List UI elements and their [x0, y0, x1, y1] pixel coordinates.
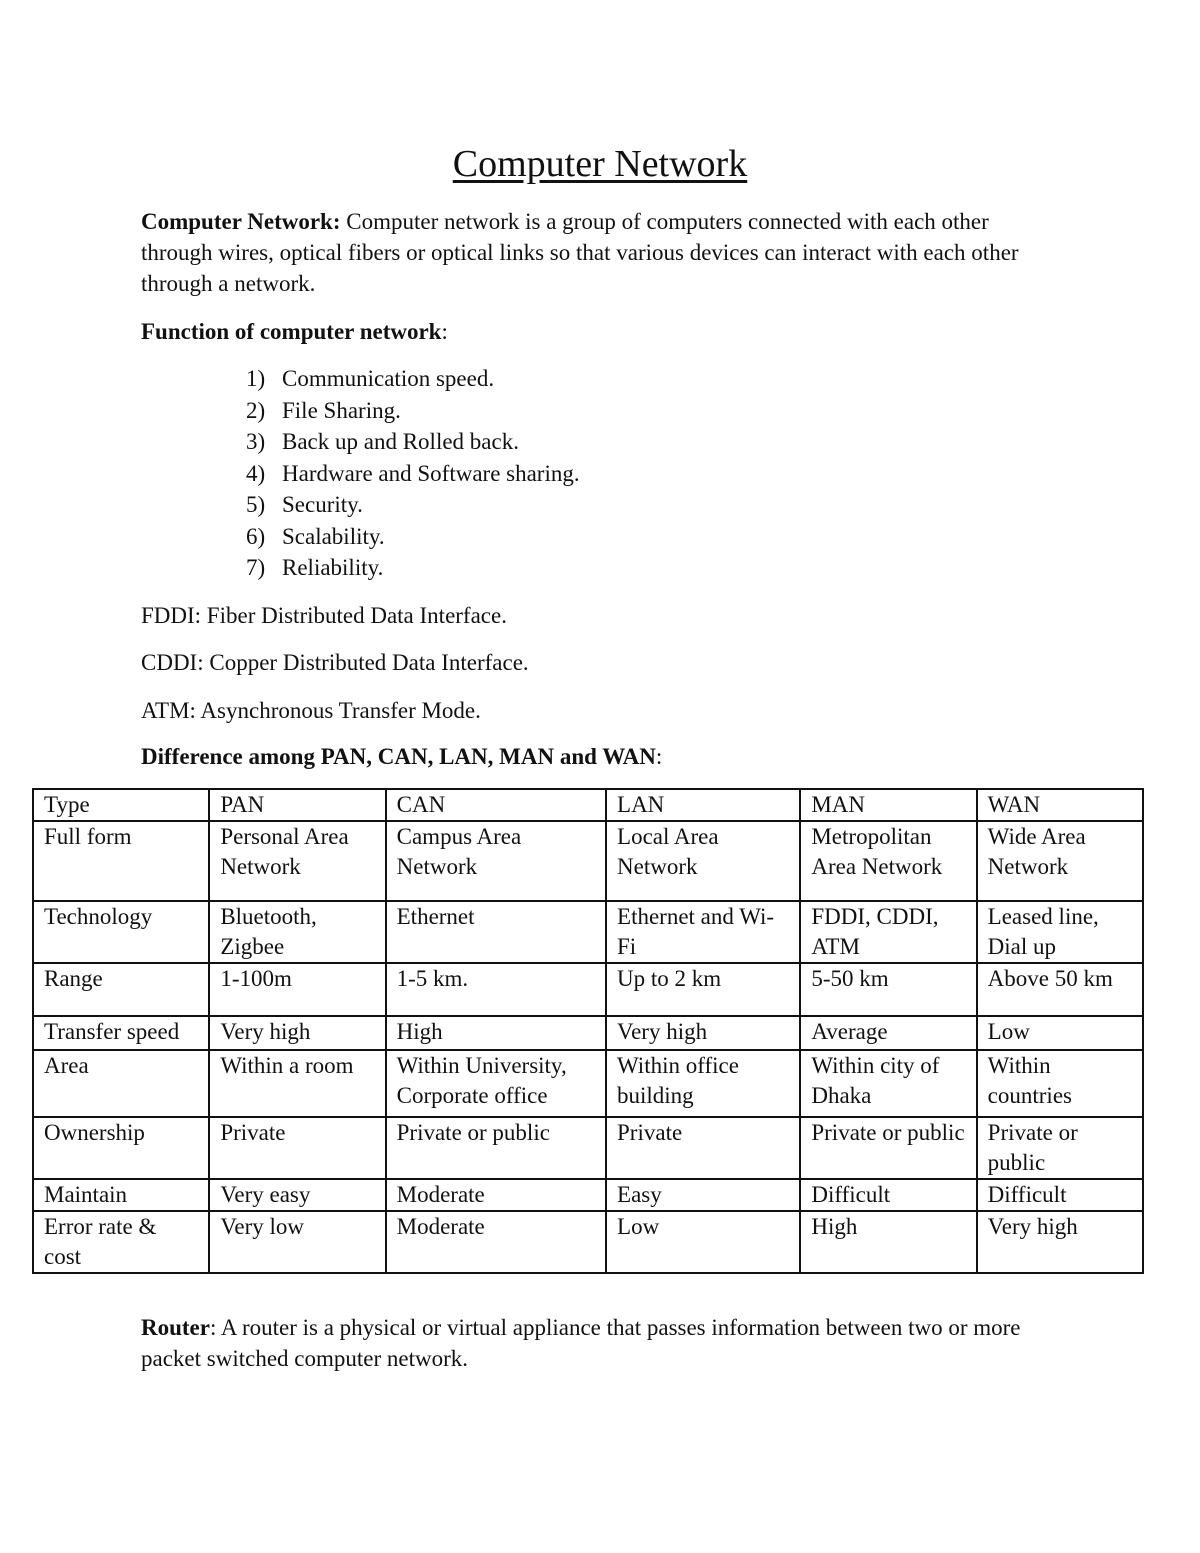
table-cell: Very high: [209, 1016, 385, 1050]
table-cell: Low: [977, 1016, 1143, 1050]
table-cell: Transfer speed: [33, 1016, 209, 1050]
list-item: [246, 426, 580, 458]
table-cell: FDDI, CDDI, ATM: [800, 901, 976, 963]
table-cell: Within a room: [209, 1050, 385, 1117]
table-cell: Ethernet: [386, 901, 606, 963]
table-cell: Very low: [209, 1211, 385, 1273]
list-item-text: Hardware and Software sharing.: [282, 460, 580, 486]
table-cell: Campus Area Network: [386, 821, 606, 901]
table-cell: Wide Area Network: [977, 821, 1143, 901]
table-cell: Easy: [606, 1179, 800, 1211]
table-row: [33, 963, 1143, 1016]
table-cell: Within University, Corporate office: [386, 1050, 606, 1117]
table-cell: CAN: [386, 789, 606, 821]
table-cell: Bluetooth, Zigbee: [209, 901, 385, 963]
network-comparison-table: [32, 788, 1144, 1274]
table-cell: LAN: [606, 789, 800, 821]
list-item-text: Back up and Rolled back.: [282, 429, 519, 454]
fddi-definition: FDDI: Fiber Distributed Data Interface.: [141, 603, 507, 628]
difference-heading: [141, 741, 1061, 772]
list-item-number: 1): [246, 366, 266, 391]
atm-definition: ATM: Asynchronous Transfer Mode.: [141, 698, 481, 723]
page-title: Computer Network: [452, 143, 748, 185]
table-cell: Range: [33, 963, 209, 1016]
router-term: Router: [141, 1315, 210, 1340]
function-heading: [141, 316, 1061, 347]
list-item-text: File Sharing.: [282, 397, 401, 423]
table-cell: High: [386, 1016, 606, 1050]
table-cell: Moderate: [386, 1179, 606, 1211]
table-cell: Very high: [606, 1016, 800, 1050]
table-cell: Private or public: [977, 1117, 1143, 1179]
router-paragraph: [141, 1312, 1061, 1374]
table-cell: Moderate: [386, 1211, 606, 1273]
difference-heading-colon: :: [655, 744, 663, 769]
table-cell: Very easy: [209, 1179, 385, 1211]
table-cell: PAN: [209, 789, 385, 821]
table-cell: Local Area Network: [606, 821, 800, 901]
function-heading-colon: :: [441, 319, 448, 344]
table-cell: Very high: [977, 1211, 1143, 1273]
table-cell: Private: [209, 1117, 385, 1179]
table-cell: Within city of Dhaka: [800, 1050, 976, 1117]
list-item: [246, 489, 580, 521]
table-cell: Type: [33, 789, 209, 821]
table-row: [33, 1050, 1143, 1117]
table-cell: High: [800, 1211, 976, 1273]
table-cell: WAN: [977, 789, 1143, 821]
intro-paragraph: [141, 206, 1061, 299]
list-item-number: 7): [246, 555, 266, 580]
table-cell: Full form: [33, 821, 209, 901]
table-cell: Low: [606, 1211, 800, 1273]
list-item-number: 6): [246, 523, 266, 549]
table-cell: Difficult: [800, 1179, 976, 1211]
function-list: [246, 363, 580, 584]
table-cell: Difficult: [977, 1179, 1143, 1211]
table-row: [33, 1117, 1143, 1179]
cddi-definition: CDDI: Copper Distributed Data Interface.: [141, 650, 529, 675]
intro-term: Computer Network:: [141, 209, 341, 234]
table-cell: Area: [33, 1050, 209, 1117]
table-cell: Within countries: [977, 1050, 1143, 1117]
table-cell: Private or public: [386, 1117, 606, 1179]
table-cell: Private: [606, 1117, 800, 1179]
table-cell: MAN: [800, 789, 976, 821]
table-cell: Technology: [33, 901, 209, 963]
list-item-number: 4): [246, 460, 266, 486]
table-cell: Above 50 km: [977, 963, 1143, 1016]
function-heading-label: Function of computer network: [141, 319, 442, 344]
list-item-text: Reliability.: [282, 555, 384, 580]
table-cell: Leased line, Dial up: [977, 901, 1143, 963]
table-row: [33, 789, 1143, 821]
table-cell: Private or public: [800, 1117, 976, 1179]
list-item-text: Scalability.: [282, 523, 385, 549]
list-item-text: Security.: [282, 492, 363, 517]
table-row: [33, 821, 1143, 901]
table-row: [33, 1211, 1143, 1273]
table-cell: 1-100m: [209, 963, 385, 1016]
table-cell: Average: [800, 1016, 976, 1050]
table-row: [33, 1016, 1143, 1050]
table-cell: Maintain: [33, 1179, 209, 1211]
router-text: : A router is a physical or virtual appliance that passes information between two or more packet switched computer network.: [141, 1315, 1021, 1371]
intro-text: Computer network is a group of computers connected with each other through wires, optical fibers or optical links so that various devices can interact with each other through a network.: [141, 209, 1019, 296]
table-cell: Metropolitan Area Network: [800, 821, 976, 901]
table-cell: Within office building: [606, 1050, 800, 1117]
list-item: [246, 363, 580, 395]
table-cell: 5-50 km: [800, 963, 976, 1016]
table-cell: 1-5 km.: [386, 963, 606, 1016]
table-row: [33, 1179, 1143, 1211]
table-cell: Ethernet and Wi-Fi: [606, 901, 800, 963]
list-item: [246, 395, 580, 427]
list-item-number: 5): [246, 492, 266, 517]
list-item-text: Communication speed.: [282, 366, 495, 391]
list-item: [246, 458, 580, 490]
table-cell: Personal Area Network: [209, 821, 385, 901]
list-item-number: 2): [246, 397, 266, 423]
list-item-number: 3): [246, 429, 266, 454]
table-cell: Up to 2 km: [606, 963, 800, 1016]
list-item: [246, 552, 580, 584]
difference-heading-label: Difference among PAN, CAN, LAN, MAN and WAN: [141, 744, 656, 769]
table-cell: Ownership: [33, 1117, 209, 1179]
table-row: [33, 901, 1143, 963]
list-item: [246, 521, 580, 553]
table-cell: Error rate & cost: [33, 1211, 209, 1273]
